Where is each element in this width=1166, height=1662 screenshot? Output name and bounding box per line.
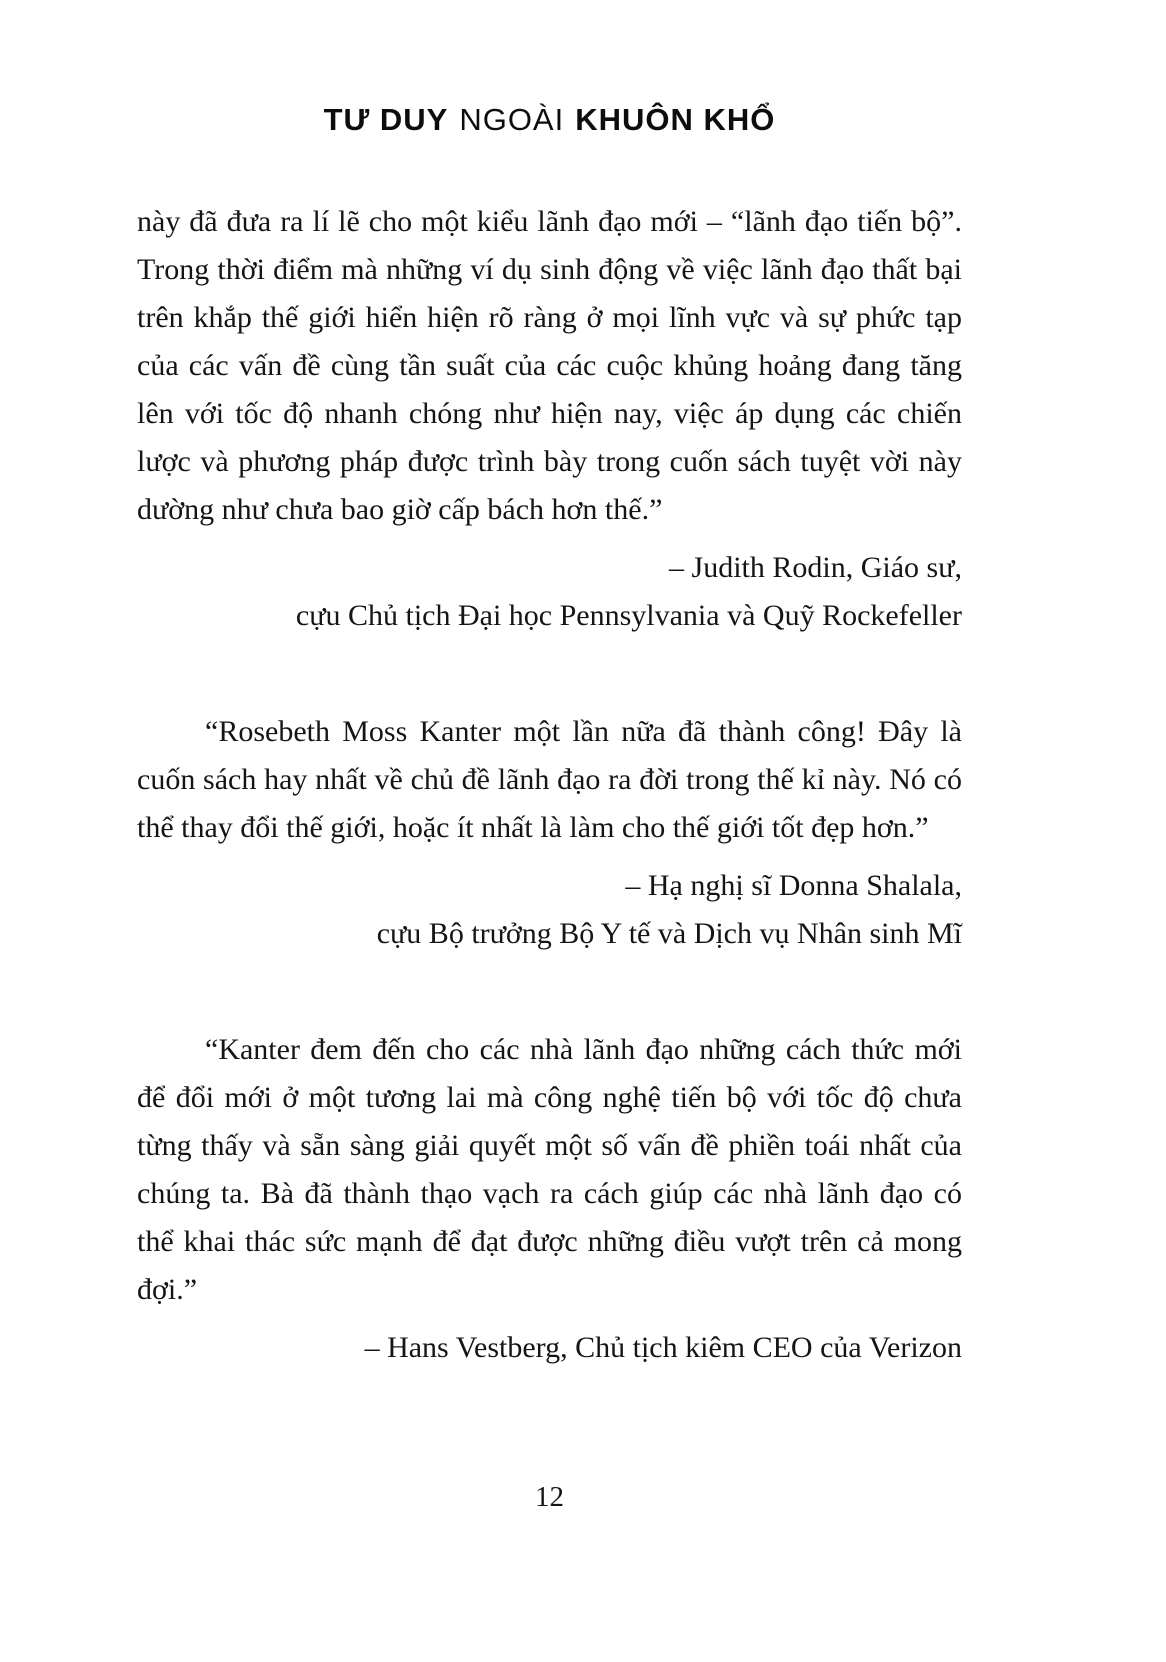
page-number: 12 [535, 1481, 564, 1513]
quote-paragraph-2: “Rosebeth Moss Kanter một lần nữa đã thành công! Đây là cuốn sách hay nhất về chủ đề lãnh đạo ra đời trong thế kỉ này. Nó có thể thay đổi thế giới, hoặc ít nhất là làm cho thế giới tốt đẹp hơn.” [137, 715, 962, 844]
running-header-segment-1: TƯ DUY [323, 102, 449, 137]
quote-paragraph-1: này đã đưa ra lí lẽ cho một kiểu lãnh đạo mới – “lãnh đạo tiến bộ”. Trong thời điểm mà những ví dụ sinh động về việc lãnh đạo thất bại trên khắp thế giới hiển hiện rõ ràng ở mọi lĩnh vực và sự phức tạp của các vấn đề cùng tần suất của các cuộc khủng hoảng đang tăng lên với tốc độ nhanh chóng như hiện nay, việc áp dụng các chiến lược và phương pháp được trình bày trong cuốn sách tuyệt vời này dường như chưa bao giờ cấp bách hơn thế.” [137, 205, 962, 526]
attribution-line: cựu Chủ tịch Đại học Pennsylvania và Quỹ Rockefeller [295, 599, 962, 632]
quote-attribution-3 [137, 1324, 962, 1372]
quote-attribution-1 [137, 544, 962, 640]
quote-block-2 [137, 708, 962, 958]
attribution-line: – Hạ nghị sĩ Donna Shalala, [625, 869, 962, 902]
attribution-line: – Hans Vestberg, Chủ tịch kiêm CEO của Verizon [364, 1331, 962, 1364]
quote-attribution-2 [137, 862, 962, 958]
page-text-block [137, 198, 962, 1372]
quote-block-3 [137, 1026, 962, 1372]
attribution-line: cựu Bộ trưởng Bộ Y tế và Dịch vụ Nhân sinh Mĩ [376, 917, 962, 950]
running-header [137, 102, 962, 138]
running-header-segment-3: KHUÔN KHỔ [575, 102, 776, 137]
quote-paragraph-3: “Kanter đem đến cho các nhà lãnh đạo những cách thức mới để đổi mới ở một tương lai mà công nghệ tiến bộ với tốc độ chưa từng thấy và sẵn sàng giải quyết một số vấn đề phiền toái nhất của chúng ta. Bà đã thành thạo vạch ra cách giúp các nhà lãnh đạo có thể khai thác sức mạnh để đạt được những điều vượt trên cả mong đợi.” [137, 1033, 962, 1306]
attribution-line: – Judith Rodin, Giáo sư, [669, 551, 962, 584]
quote-block-1 [137, 198, 962, 640]
running-header-segment-2: NGOÀI [459, 102, 565, 137]
